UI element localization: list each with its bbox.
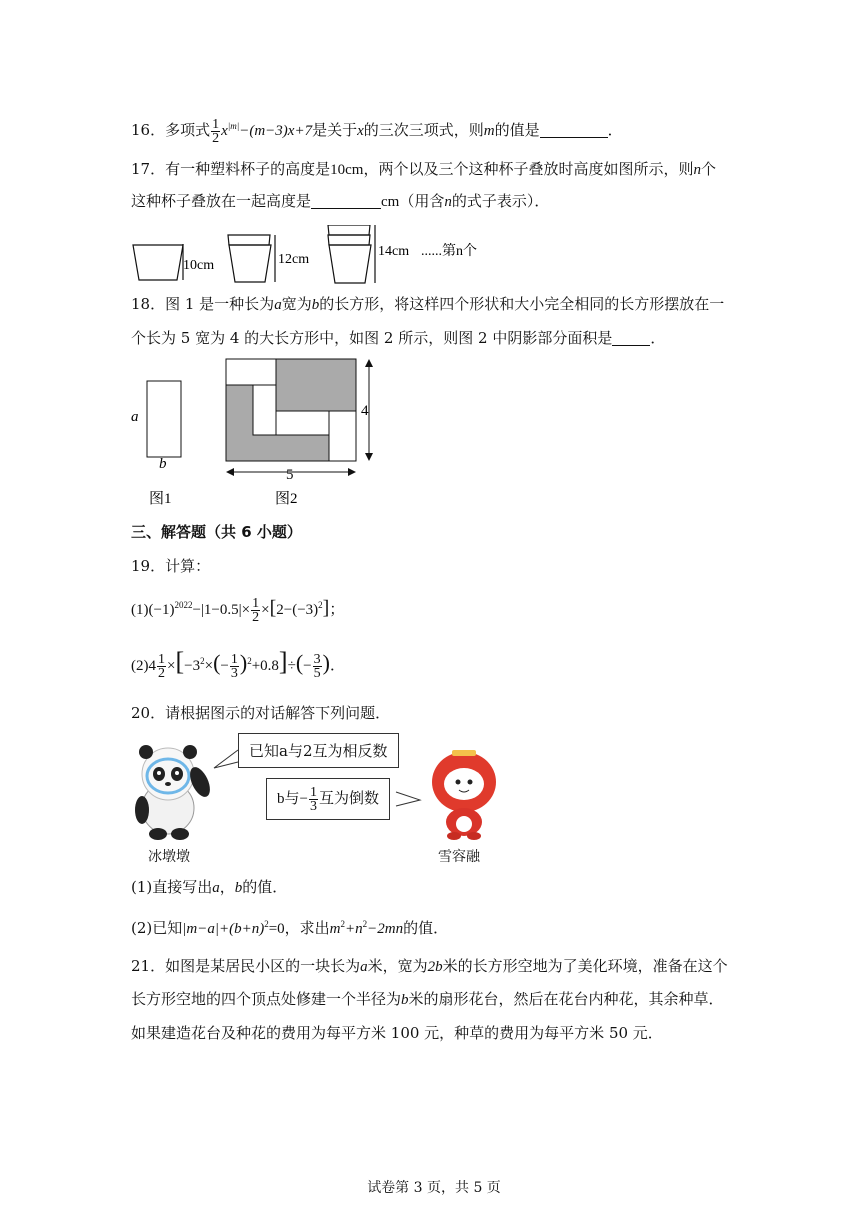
- speech-bubble-bingdwendwen: 已知a与2互为相反数: [238, 733, 399, 768]
- question-21-line2: 长方形空地的四个顶点处修建一个半径为b米的扇形花台，然后在花台内种花，其余种草．: [131, 990, 724, 1008]
- fig2-width-label: 5: [286, 467, 294, 483]
- fig2-caption: 图2: [275, 491, 298, 507]
- question-18-line1: 18．图 1 是一种长为a宽为b的长方形，将这样四个形状和大小完全相同的长方形摆放在一: [131, 295, 725, 313]
- rectangles-figure: [125, 355, 395, 515]
- question-19-part1: $(1)(-1)^{2022}-|1-0.5|\times$ $\frac{1}{2}$ $\times[2-(-3)^2]$；: [131, 595, 345, 625]
- section-heading: 三、解答题（共 6 小题）: [131, 523, 302, 541]
- question-20: 20．请根据图示的对话解答下列问题．: [131, 704, 391, 722]
- answer-blank-17[interactable]: [311, 192, 381, 209]
- cups-ellipsis: ......第n个: [421, 244, 477, 259]
- question-16: 16．多项式 $\frac{1}{2}$ $x^{|m|}-(m-3)x+7$是关于x的三次三项式，则m的值是 ．: [131, 116, 623, 146]
- fig2-height-label: 4: [361, 403, 369, 419]
- question-17-line1: 17．有一种塑料杯子的高度是10cm，两个以及三个这种杯子叠放时高度如图所示，则n个: [131, 160, 716, 178]
- question-19: 19．计算：: [131, 557, 211, 575]
- fig1-caption: 图1: [149, 491, 172, 507]
- fig1-b-label: b: [159, 456, 167, 472]
- question-17-line2: 这种杯子叠放在一起高度是 cm（用含n的式子表示）．: [131, 192, 550, 210]
- speech-bubble-shueyrhonrhon: b与− $\frac{1}{3}$ 互为倒数: [266, 778, 390, 820]
- shueyrhonrhon-icon: [432, 750, 496, 840]
- question-21-line1: 21．如图是某居民小区的一块长为a米，宽为2b米的长方形空地为了美化环境，准备在这个: [131, 957, 728, 975]
- cup-label-1: 10cm: [183, 258, 215, 273]
- question-20-part2: (2)已知$|m-a|+(b+n)^2=0$，求出$m^2+n^2-2mn$的值．: [131, 919, 449, 937]
- question-21-line3: 如果建造花台及种花的费用为每平方米 100 元，种草的费用为每平方米 50 元．: [131, 1024, 663, 1042]
- answer-blank-16[interactable]: [540, 121, 608, 138]
- cup-label-2: 12cm: [278, 252, 310, 267]
- cups-figure: [125, 225, 505, 295]
- question-18-line2: 个长为 5 宽为 4 的大长方形中，如图 2 所示，则图 2 中阴影部分面积是 ．: [131, 329, 666, 347]
- answer-blank-18[interactable]: [612, 329, 650, 346]
- fraction-half: $\frac{1}{2}$: [212, 116, 220, 146]
- question-19-part2: (2)4 $\frac{1}{2}$ $\times[-3^2\times(-$ $\frac{1}{3}$ )$^2$+0.8]÷(− $\frac{3}{5}$ )．: [131, 647, 345, 681]
- cup-label-3: 14cm: [378, 244, 410, 259]
- bingdwendwen-icon: [135, 745, 214, 840]
- mascot-name-2: 雪容融: [438, 849, 480, 865]
- page-footer: 试卷第 3 页，共 5 页: [367, 1180, 501, 1196]
- mascot-name-1: 冰墩墩: [148, 849, 190, 865]
- fig1-a-label: a: [131, 409, 139, 425]
- question-20-part1: (1)直接写出a，b的值．: [131, 878, 288, 896]
